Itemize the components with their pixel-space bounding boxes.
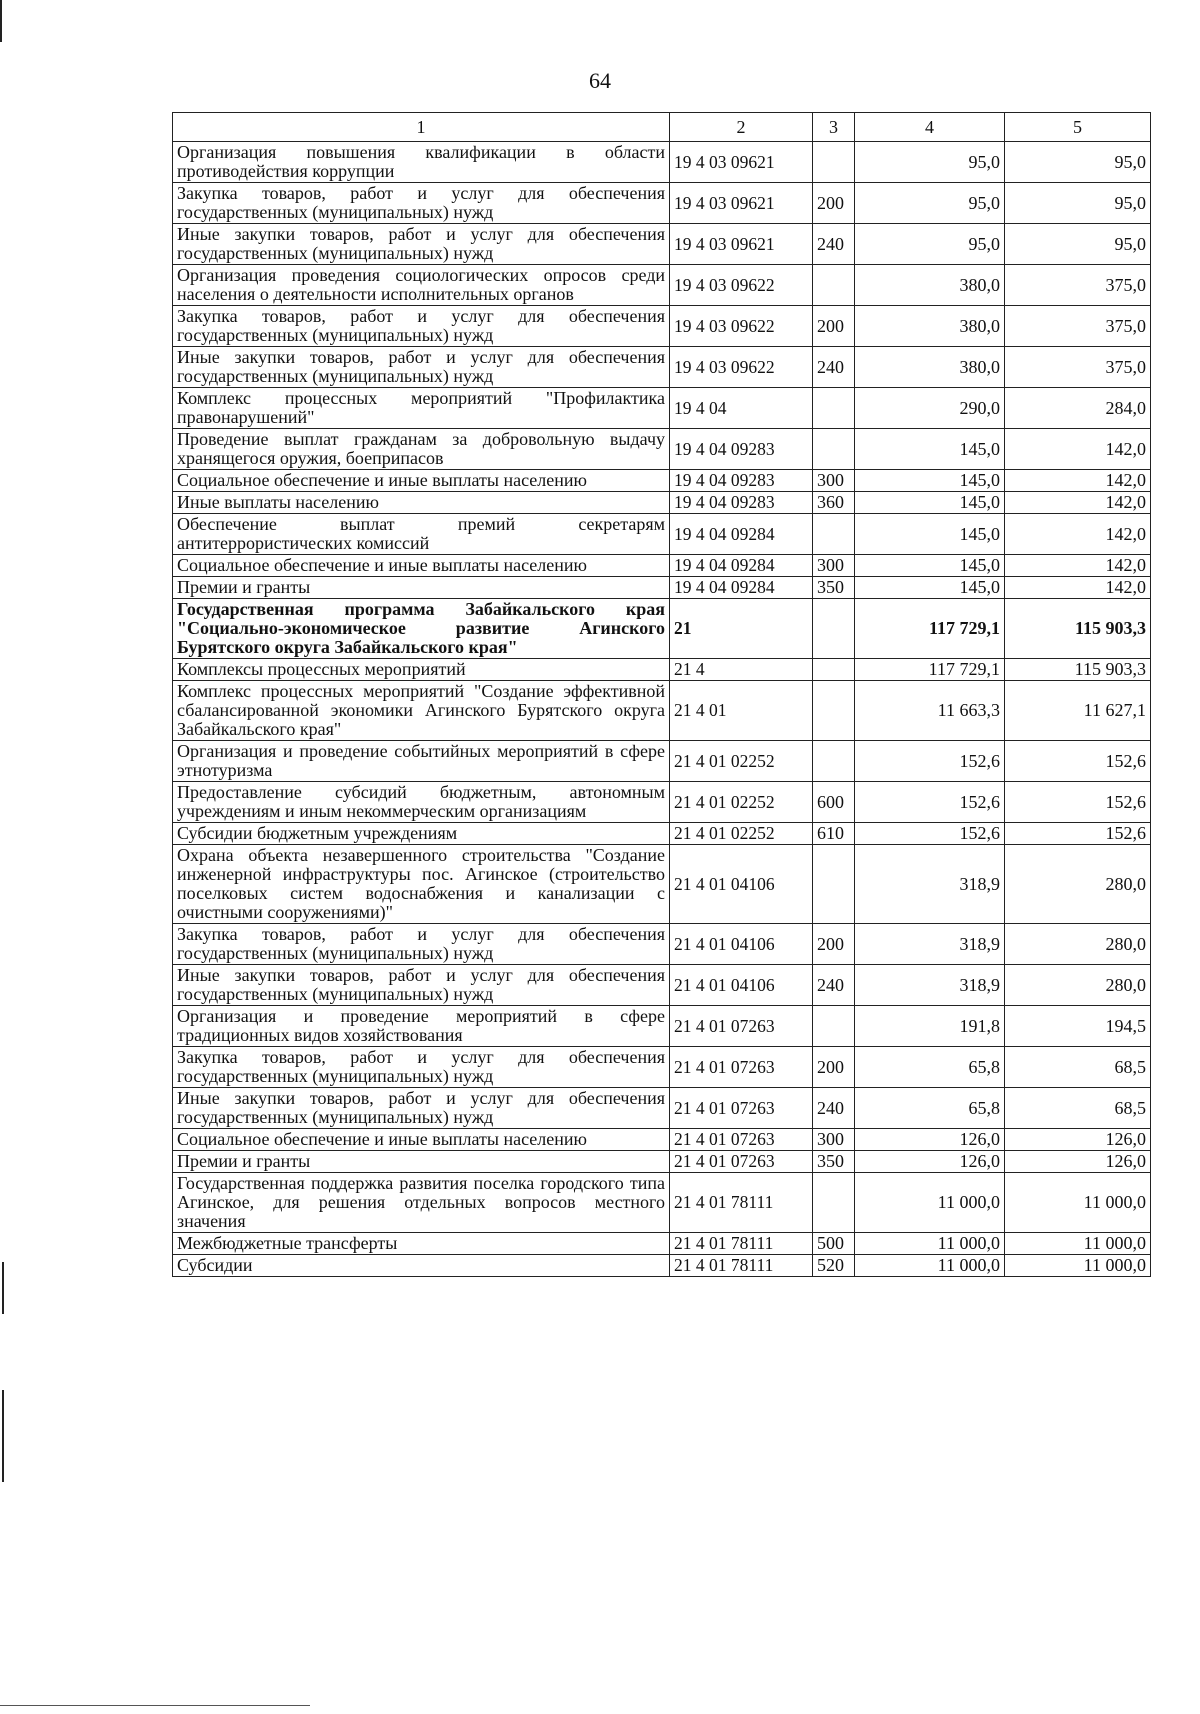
table-row (173, 823, 1151, 845)
table-row (173, 577, 1151, 599)
row-name-cell: Комплексы процессных мероприятий (173, 659, 670, 681)
row-name-cell: Охрана объекта незавершенного строительства "Создание инженерной инфраструктуры пос. Агинское (строительство поселковых систем водоснабжения и канализации с очистными сооружениями)" (173, 845, 670, 924)
table-row (173, 470, 1151, 492)
table-row (173, 224, 1151, 265)
row-amount-year1-cell: 95,0 (855, 142, 1005, 183)
row-expense-type-cell: 200 (813, 183, 855, 224)
row-name-cell: Социальное обеспечение и иные выплаты населению (173, 555, 670, 577)
table-row (173, 599, 1151, 659)
row-expense-type-cell (813, 514, 855, 555)
row-expense-type-cell: 200 (813, 924, 855, 965)
row-code-cell: 21 4 01 07263 (670, 1129, 813, 1151)
row-code-cell: 19 4 04 09284 (670, 514, 813, 555)
row-code-cell: 19 4 03 09621 (670, 183, 813, 224)
table-row (173, 1151, 1151, 1173)
table-row (173, 782, 1151, 823)
row-amount-year1-cell: 11 000,0 (855, 1233, 1005, 1255)
row-name-cell: Премии и гранты (173, 577, 670, 599)
row-code-cell: 19 4 04 09283 (670, 470, 813, 492)
row-expense-type-cell (813, 659, 855, 681)
row-name-cell: Государственная программа Забайкальского края "Социально-экономическое развитие Агинского Бурятского округа Забайкальского края" (173, 599, 670, 659)
row-amount-year1-cell: 126,0 (855, 1151, 1005, 1173)
row-amount-year1-cell: 152,6 (855, 782, 1005, 823)
row-name-cell: Иные закупки товаров, работ и услуг для обеспечения государственных (муниципальных) нужд (173, 1088, 670, 1129)
row-amount-year1-cell: 290,0 (855, 388, 1005, 429)
row-amount-year1-cell: 318,9 (855, 965, 1005, 1006)
row-code-cell: 21 4 01 02252 (670, 741, 813, 782)
row-name-cell: Организация и проведение мероприятий в сфере традиционных видов хозяйствования (173, 1006, 670, 1047)
row-amount-year2-cell: 11 627,1 (1005, 681, 1151, 741)
row-amount-year1-cell: 65,8 (855, 1088, 1005, 1129)
row-expense-type-cell (813, 1006, 855, 1047)
row-amount-year1-cell: 145,0 (855, 470, 1005, 492)
row-amount-year2-cell: 68,5 (1005, 1047, 1151, 1088)
table-row (173, 965, 1151, 1006)
row-expense-type-cell: 200 (813, 1047, 855, 1088)
row-amount-year2-cell: 142,0 (1005, 514, 1151, 555)
row-name-cell: Государственная поддержка развития поселка городского типа Агинское, для решения отдельных вопросов местного значения (173, 1173, 670, 1233)
row-amount-year2-cell: 68,5 (1005, 1088, 1151, 1129)
table-row (173, 1088, 1151, 1129)
row-expense-type-cell (813, 845, 855, 924)
row-amount-year2-cell: 126,0 (1005, 1129, 1151, 1151)
row-name-cell: Закупка товаров, работ и услуг для обеспечения государственных (муниципальных) нужд (173, 924, 670, 965)
row-name-cell: Субсидии бюджетным учреждениям (173, 823, 670, 845)
row-name-cell: Предоставление субсидий бюджетным, автономным учреждениям и иным некоммерческим организациям (173, 782, 670, 823)
row-code-cell: 21 4 (670, 659, 813, 681)
row-amount-year2-cell: 152,6 (1005, 782, 1151, 823)
row-name-cell: Субсидии (173, 1255, 670, 1277)
row-amount-year1-cell: 145,0 (855, 492, 1005, 514)
row-amount-year1-cell: 117 729,1 (855, 659, 1005, 681)
row-name-cell: Закупка товаров, работ и услуг для обеспечения государственных (муниципальных) нужд (173, 183, 670, 224)
table-row (173, 347, 1151, 388)
row-amount-year1-cell: 11 000,0 (855, 1255, 1005, 1277)
row-name-cell: Комплекс процессных мероприятий "Создание эффективной сбалансированной экономики Агинского Бурятского округа Забайкальского края" (173, 681, 670, 741)
row-code-cell: 19 4 03 09622 (670, 265, 813, 306)
table-row (173, 681, 1151, 741)
row-amount-year2-cell: 152,6 (1005, 741, 1151, 782)
row-amount-year1-cell: 117 729,1 (855, 599, 1005, 659)
scan-margin-line-top (0, 0, 2, 42)
row-amount-year1-cell: 152,6 (855, 741, 1005, 782)
row-code-cell: 19 4 03 09622 (670, 306, 813, 347)
row-amount-year2-cell: 280,0 (1005, 965, 1151, 1006)
row-amount-year1-cell: 126,0 (855, 1129, 1005, 1151)
row-expense-type-cell: 350 (813, 1151, 855, 1173)
row-amount-year2-cell: 11 000,0 (1005, 1255, 1151, 1277)
row-amount-year1-cell: 95,0 (855, 224, 1005, 265)
row-amount-year1-cell: 318,9 (855, 845, 1005, 924)
row-amount-year2-cell: 280,0 (1005, 845, 1151, 924)
row-amount-year1-cell: 318,9 (855, 924, 1005, 965)
row-amount-year1-cell: 380,0 (855, 347, 1005, 388)
table-row (173, 514, 1151, 555)
table-row (173, 1255, 1151, 1277)
row-amount-year2-cell: 375,0 (1005, 347, 1151, 388)
row-expense-type-cell: 240 (813, 965, 855, 1006)
row-name-cell: Социальное обеспечение и иные выплаты населению (173, 1129, 670, 1151)
row-expense-type-cell: 600 (813, 782, 855, 823)
table-row (173, 1006, 1151, 1047)
row-expense-type-cell: 300 (813, 470, 855, 492)
row-amount-year2-cell: 284,0 (1005, 388, 1151, 429)
row-code-cell: 21 4 01 78111 (670, 1173, 813, 1233)
row-amount-year2-cell: 280,0 (1005, 924, 1151, 965)
row-code-cell: 21 4 01 07263 (670, 1151, 813, 1173)
row-expense-type-cell (813, 265, 855, 306)
table-row (173, 306, 1151, 347)
header-col-1: 1 (173, 113, 670, 142)
row-amount-year2-cell: 375,0 (1005, 306, 1151, 347)
row-expense-type-cell: 300 (813, 1129, 855, 1151)
row-code-cell: 19 4 04 09284 (670, 555, 813, 577)
row-amount-year1-cell: 145,0 (855, 514, 1005, 555)
row-amount-year2-cell: 152,6 (1005, 823, 1151, 845)
row-amount-year2-cell: 95,0 (1005, 224, 1151, 265)
row-expense-type-cell (813, 741, 855, 782)
row-expense-type-cell (813, 681, 855, 741)
row-amount-year2-cell: 142,0 (1005, 470, 1151, 492)
scan-bottom-edge-line (0, 1705, 310, 1706)
row-expense-type-cell (813, 599, 855, 659)
row-amount-year2-cell: 115 903,3 (1005, 659, 1151, 681)
scan-margin-line-bottom (2, 1390, 4, 1482)
table-row (173, 555, 1151, 577)
table-row (173, 1233, 1151, 1255)
row-amount-year1-cell: 11 663,3 (855, 681, 1005, 741)
table-row (173, 1129, 1151, 1151)
row-name-cell: Проведение выплат гражданам за добровольную выдачу хранящегося оружия, боеприпасов (173, 429, 670, 470)
row-expense-type-cell: 200 (813, 306, 855, 347)
table-row (173, 429, 1151, 470)
row-code-cell: 21 4 01 04106 (670, 845, 813, 924)
table-row (173, 1173, 1151, 1233)
row-amount-year2-cell: 142,0 (1005, 577, 1151, 599)
row-name-cell: Иные закупки товаров, работ и услуг для обеспечения государственных (муниципальных) нужд (173, 347, 670, 388)
row-amount-year2-cell: 11 000,0 (1005, 1173, 1151, 1233)
row-code-cell: 19 4 04 09283 (670, 429, 813, 470)
row-expense-type-cell: 240 (813, 224, 855, 265)
row-expense-type-cell (813, 388, 855, 429)
header-col-2: 2 (670, 113, 813, 142)
table-row (173, 659, 1151, 681)
row-amount-year1-cell: 380,0 (855, 265, 1005, 306)
table-row (173, 388, 1151, 429)
row-code-cell: 21 (670, 599, 813, 659)
row-name-cell: Комплекс процессных мероприятий "Профилактика правонарушений" (173, 388, 670, 429)
row-name-cell: Иные закупки товаров, работ и услуг для обеспечения государственных (муниципальных) нужд (173, 965, 670, 1006)
row-amount-year2-cell: 142,0 (1005, 492, 1151, 514)
row-name-cell: Иные выплаты населению (173, 492, 670, 514)
table-row (173, 1047, 1151, 1088)
row-amount-year2-cell: 194,5 (1005, 1006, 1151, 1047)
row-name-cell: Премии и гранты (173, 1151, 670, 1173)
row-amount-year2-cell: 142,0 (1005, 429, 1151, 470)
row-code-cell: 19 4 03 09621 (670, 142, 813, 183)
row-expense-type-cell: 610 (813, 823, 855, 845)
row-amount-year2-cell: 375,0 (1005, 265, 1151, 306)
row-code-cell: 21 4 01 07263 (670, 1047, 813, 1088)
row-amount-year2-cell: 95,0 (1005, 183, 1151, 224)
row-code-cell: 21 4 01 02252 (670, 823, 813, 845)
row-amount-year2-cell: 142,0 (1005, 555, 1151, 577)
table-row (173, 492, 1151, 514)
row-amount-year1-cell: 191,8 (855, 1006, 1005, 1047)
row-amount-year1-cell: 65,8 (855, 1047, 1005, 1088)
row-amount-year2-cell: 11 000,0 (1005, 1233, 1151, 1255)
row-code-cell: 21 4 01 78111 (670, 1255, 813, 1277)
row-code-cell: 21 4 01 04106 (670, 965, 813, 1006)
row-name-cell: Обеспечение выплат премий секретарям антитеррористических комиссий (173, 514, 670, 555)
row-expense-type-cell: 350 (813, 577, 855, 599)
row-amount-year1-cell: 95,0 (855, 183, 1005, 224)
row-code-cell: 19 4 03 09621 (670, 224, 813, 265)
row-amount-year1-cell: 152,6 (855, 823, 1005, 845)
row-expense-type-cell: 520 (813, 1255, 855, 1277)
row-name-cell: Закупка товаров, работ и услуг для обеспечения государственных (муниципальных) нужд (173, 306, 670, 347)
row-expense-type-cell: 360 (813, 492, 855, 514)
row-amount-year1-cell: 145,0 (855, 429, 1005, 470)
table-row (173, 265, 1151, 306)
page-number: 64 (589, 68, 611, 93)
row-name-cell: Иные закупки товаров, работ и услуг для обеспечения государственных (муниципальных) нужд (173, 224, 670, 265)
row-code-cell: 21 4 01 78111 (670, 1233, 813, 1255)
row-code-cell: 21 4 01 02252 (670, 782, 813, 823)
row-code-cell: 21 4 01 (670, 681, 813, 741)
scan-margin-line-middle (2, 1262, 4, 1314)
table-header-row (173, 113, 1151, 142)
row-code-cell: 21 4 01 04106 (670, 924, 813, 965)
row-name-cell: Организация повышения квалификации в области противодействия коррупции (173, 142, 670, 183)
table-body (173, 142, 1151, 1277)
row-code-cell: 21 4 01 07263 (670, 1088, 813, 1129)
row-name-cell: Закупка товаров, работ и услуг для обеспечения государственных (муниципальных) нужд (173, 1047, 670, 1088)
table-row (173, 924, 1151, 965)
row-expense-type-cell (813, 429, 855, 470)
row-amount-year2-cell: 126,0 (1005, 1151, 1151, 1173)
table-row (173, 741, 1151, 782)
row-name-cell: Социальное обеспечение и иные выплаты населению (173, 470, 670, 492)
row-expense-type-cell: 300 (813, 555, 855, 577)
header-col-5: 5 (1005, 113, 1151, 142)
row-code-cell: 19 4 04 09284 (670, 577, 813, 599)
row-name-cell: Организация проведения социологических опросов среди населения о деятельности исполнительных органов (173, 265, 670, 306)
row-amount-year2-cell: 95,0 (1005, 142, 1151, 183)
row-expense-type-cell: 500 (813, 1233, 855, 1255)
table-row (173, 142, 1151, 183)
row-expense-type-cell: 240 (813, 1088, 855, 1129)
row-expense-type-cell (813, 142, 855, 183)
budget-table (172, 112, 1151, 1277)
row-amount-year1-cell: 145,0 (855, 555, 1005, 577)
row-amount-year2-cell: 115 903,3 (1005, 599, 1151, 659)
row-expense-type-cell (813, 1173, 855, 1233)
table-row (173, 183, 1151, 224)
row-amount-year1-cell: 380,0 (855, 306, 1005, 347)
table-row (173, 845, 1151, 924)
row-name-cell: Межбюджетные трансферты (173, 1233, 670, 1255)
header-col-4: 4 (855, 113, 1005, 142)
row-amount-year1-cell: 11 000,0 (855, 1173, 1005, 1233)
row-name-cell: Организация и проведение событийных мероприятий в сфере этнотуризма (173, 741, 670, 782)
header-col-3: 3 (813, 113, 855, 142)
row-code-cell: 19 4 04 09283 (670, 492, 813, 514)
row-code-cell: 19 4 03 09622 (670, 347, 813, 388)
row-expense-type-cell: 240 (813, 347, 855, 388)
row-amount-year1-cell: 145,0 (855, 577, 1005, 599)
row-code-cell: 21 4 01 07263 (670, 1006, 813, 1047)
row-code-cell: 19 4 04 (670, 388, 813, 429)
